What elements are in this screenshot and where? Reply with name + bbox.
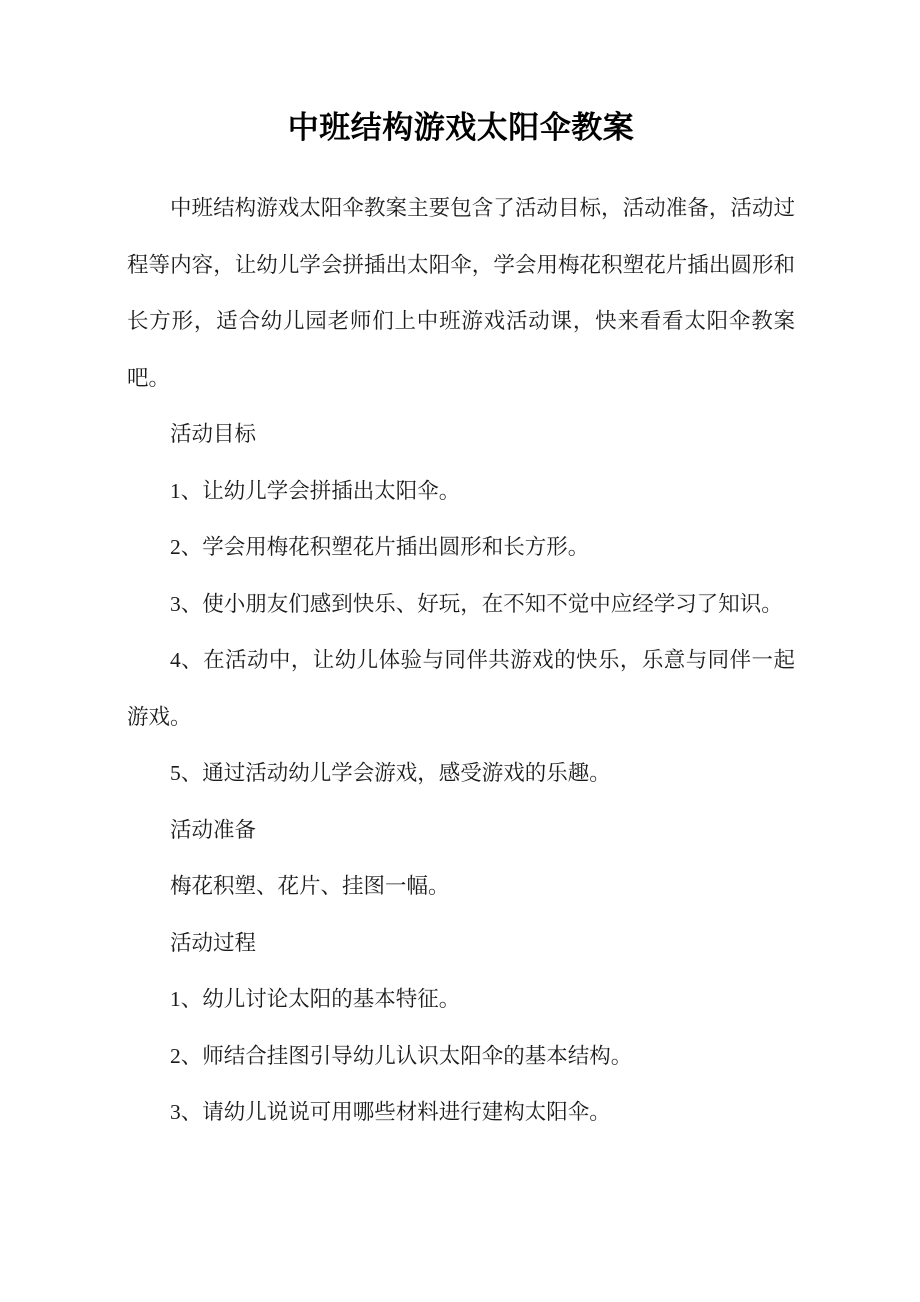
list-item: 3、请幼儿说说可用哪些材料进行建构太阳伞。 [170,1100,611,1124]
document-body [127,0,795,1141]
list-item: 4、在活动中，让幼儿体验与同伴共游戏的快乐，乐意与同伴一起游戏。 [127,648,795,729]
section-heading-activity-goals: 活动目标 [170,422,257,446]
section-heading-activity-process: 活动过程 [170,930,257,955]
document-intro-paragraph: 中班结构游戏太阳伞教案主要包含了活动目标，活动准备，活动过程等内容，让幼儿学会拼插出太阳伞，学会用梅花积塑花片插出圆形和长方形，适合幼儿园老师们上中班游戏活动课，快来看看太阳伞教案吧。 [127,196,795,390]
list-item: 2、学会用梅花积塑花片插出圆形和长方形。 [170,535,590,559]
list-item: 1、让幼儿学会拼插出太阳伞。 [170,478,461,503]
list-item: 5、通过活动幼儿学会游戏，感受游戏的乐趣。 [170,761,611,785]
list-item: 3、使小朋友们感到快乐、好玩，在不知不觉中应经学习了知识。 [170,591,783,616]
list-item: 2、师结合挂图引导幼儿认识太阳伞的基本结构。 [170,1043,633,1068]
list-item: 1、幼儿讨论太阳的基本特征。 [170,987,461,1011]
list-item: 梅花积塑、花片、挂图一幅。 [170,874,450,898]
page-title: 中班结构游戏太阳伞教案 [287,110,635,145]
section-heading-activity-preparation: 活动准备 [170,817,257,842]
